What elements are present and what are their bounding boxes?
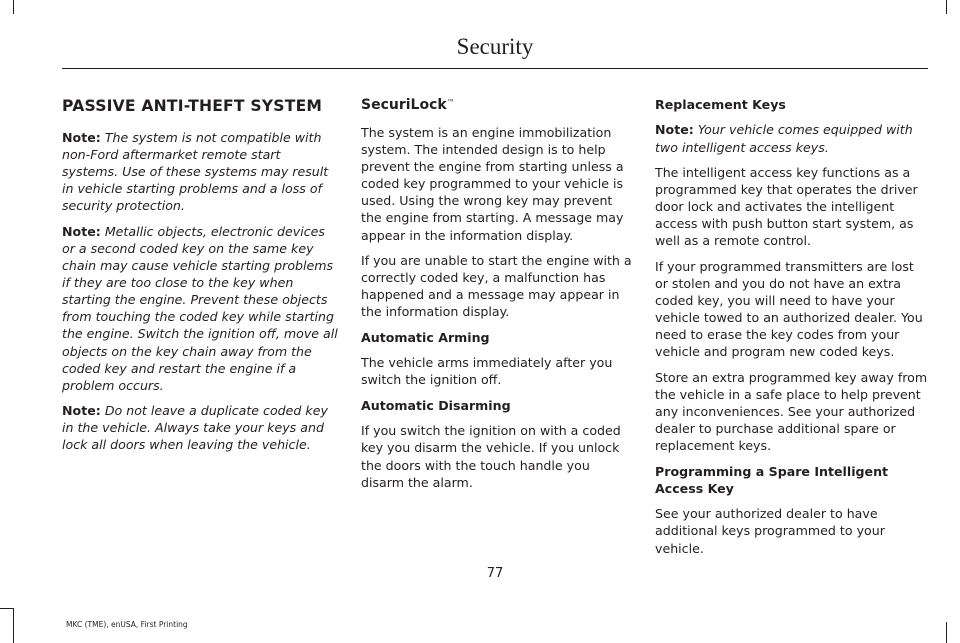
note-text: Your vehicle comes equipped with two intelligent access keys. (655, 122, 913, 155)
note-label: Note: (62, 403, 101, 419)
body-paragraph: If you are unable to start the engine with a correctly coded key, a malfunction has happened and a message may appear in the information display. (361, 253, 632, 320)
note-paragraph (655, 121, 929, 155)
print-info: MKC (TME), enUSA, First Printing (66, 620, 188, 629)
column-passive-anti-theft (62, 94, 340, 462)
body-paragraph: The system is an engine immobilization system. The intended design is to help prevent the engine from starting unless a coded key programmed to your vehicle is used. Using the wrong key may prevent the engine from starting. A message may appear in the information display. (361, 125, 624, 243)
section-heading: PASSIVE ANTI-THEFT SYSTEM (62, 97, 323, 115)
body-paragraph: The intelligent access key functions as a programmed key that operates the driver door lock and activates the intelligent access with push button start system, as well as a remote control. (655, 165, 918, 249)
body-paragraph: See your authorized dealer to have additional keys programmed to your vehicle. (655, 506, 885, 556)
automatic-disarming-heading: Automatic Disarming (361, 397, 511, 413)
column-securilock (361, 94, 633, 499)
crop-mark-top-right-vertical (946, 0, 947, 14)
crop-mark-bottom-left-vertical (13, 608, 14, 643)
note-label: Note: (62, 223, 101, 239)
crop-mark-bottom-left-horizontal (0, 608, 14, 609)
body-paragraph: The vehicle arms immediately after you switch the ignition off. (361, 355, 613, 388)
trademark-mark: ™ (446, 98, 455, 107)
note-label: Note: (62, 130, 101, 145)
column-replacement-keys (655, 94, 929, 565)
note-paragraph (62, 402, 340, 453)
page-title: Security (456, 34, 534, 59)
crop-mark-bottom-right-vertical (946, 622, 947, 643)
note-text: The system is not compatible with non-Ford aftermarket remote start systems. Use of these systems may result in vehicle starting problems and a loss of security protection. (62, 130, 329, 214)
note-paragraph (62, 129, 340, 214)
header-divider (62, 68, 928, 69)
body-paragraph: If you switch the ignition on with a coded key you disarm the vehicle. If you unlock the doors with the touch handle you disarm the alarm. (361, 423, 621, 490)
page-number: 77 (486, 566, 504, 581)
note-label: Note: (655, 122, 694, 138)
securilock-heading (361, 96, 633, 114)
securilock-heading-text: SecuriLock (361, 97, 447, 113)
automatic-arming-heading: Automatic Arming (361, 329, 490, 345)
replacement-keys-heading: Replacement Keys (655, 97, 786, 112)
programming-spare-key-heading: Programming a Spare Intelligent Access Key (655, 463, 889, 496)
note-paragraph (62, 223, 340, 394)
note-text: Do not leave a duplicate coded key in the vehicle. Always take your keys and lock all doors when leaving the vehicle. (62, 403, 328, 453)
note-text: Metallic objects, electronic devices or a second coded key on the same key chain may cause vehicle starting problems if they are too close to the key when starting the engine. Prevent these objects from touching the coded key while starting the engine. Switch the ignition off, move all objects on the key chain away from the coded key and restart the engine if a problem occurs. (62, 223, 338, 393)
body-paragraph: Store an extra programmed key away from the vehicle in a safe place to help prevent any inconveniences. See your authorized dealer to purchase additional spare or replacement keys. (655, 369, 928, 454)
crop-mark-top-left-vertical (13, 0, 14, 14)
body-paragraph: If your programmed transmitters are lost or stolen and you do not have an extra coded key, you will need to have your vehicle towed to an authorized dealer. You need to erase the key codes from your vehicle and program new coded keys. (655, 258, 923, 360)
